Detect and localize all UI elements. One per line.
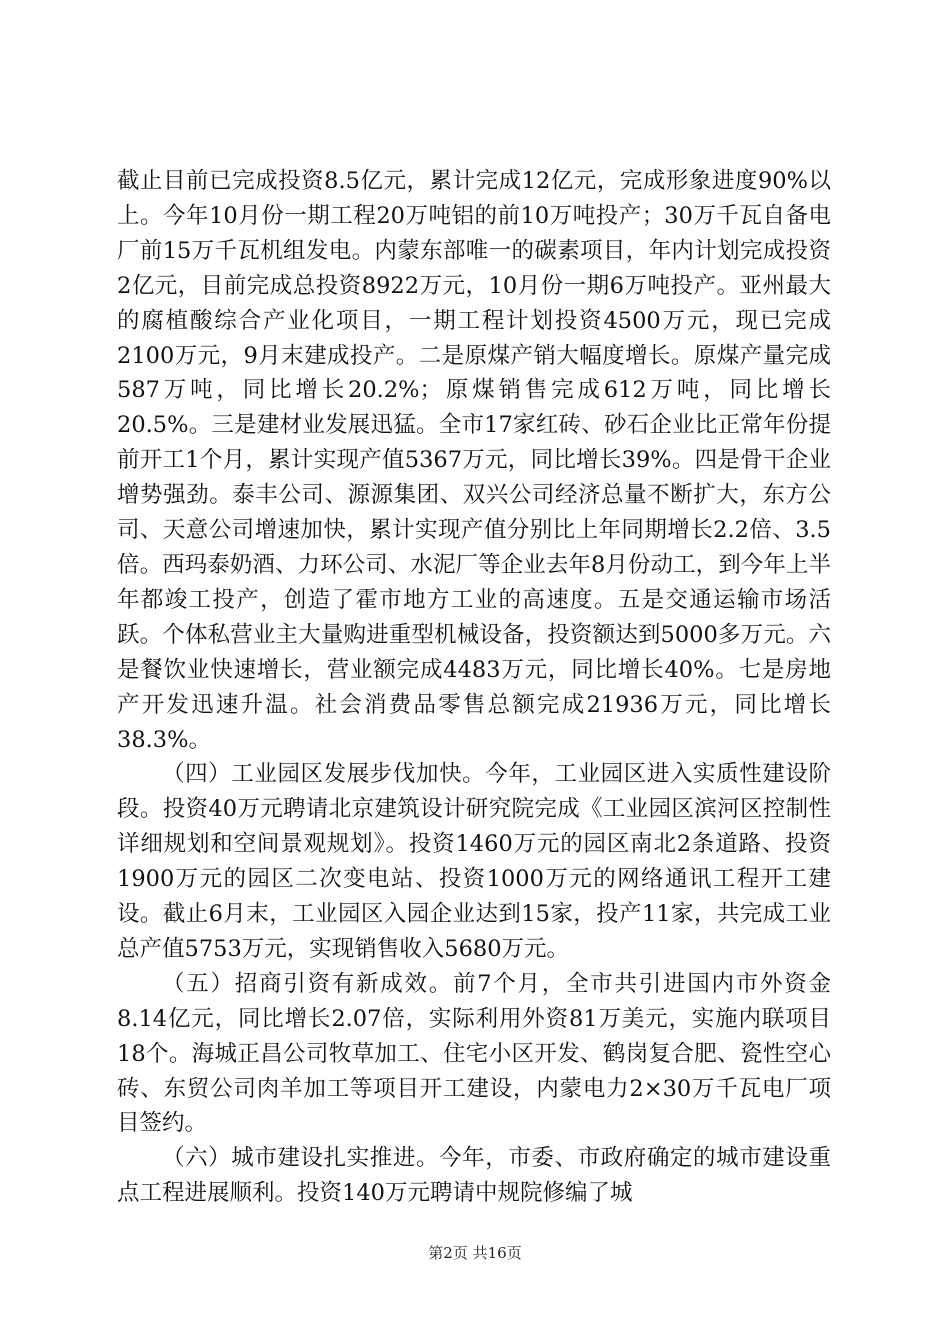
document-body xyxy=(117,164,831,1211)
paragraph-investment-attraction: （五）招商引资有新成效。前7个月，全市共引进国内市外资金8.14亿元，同比增长2.07倍，实际利用外资81万美元，实施内联项目18个。海城正昌公司牧草加工、住宅小区开发、鹤岗复合肥、瓷性空心砖、东贸公司肉羊加工等项目开工建设，内蒙电力2×30万千瓦电厂项目签约。 xyxy=(117,970,831,1137)
paragraph-industrial-park: （四）工业园区发展步伐加快。今年，工业园区进入实质性建设阶段。投资40万元聘请北京建筑设计研究院完成《工业园区滨河区控制性详细规划和空间景观规划》。投资1460万元的园区南北2条道路、投资1900万元的园区二次变电站、投资1000万元的网络通讯工程开工建设。截止6月末，工业园区入园企业达到15家，投产11家，共完成工业总产值5753万元，实现销售收入5680万元。 xyxy=(117,761,831,962)
paragraph-urban-construction: （六）城市建设扎实推进。今年，市委、市政府确定的城市建设重点工程进展顺利。投资140万元聘请中规院修编了城 xyxy=(117,1145,831,1207)
paragraph-industry-progress: 截止目前已完成投资8.5亿元，累计完成12亿元，完成形象进度90%以上。今年10月份一期工程20万吨铝的前10万吨投产；30万千瓦自备电厂前15万千瓦机组发电。内蒙东部唯一的碳素项目，年内计划完成投资2亿元，目前完成总投资8922万元，10月份一期6万吨投产。亚州最大的腐植酸综合产业化项目，一期工程计划投资4500万元，现已完成2100万元，9月末建成投产。二是原煤产销大幅度增长。原煤产量完成587万吨，同比增长20.2%；原煤销售完成612万吨，同比增长20.5%。三是建材业发展迅猛。全市17家红砖、砂石企业比正常年份提前开工1个月，累计实现产值5367万元，同比增长39%。四是骨干企业增势强劲。泰丰公司、源源集团、双兴公司经济总量不断扩大，东方公司、天意公司增速加快，累计实现产值分别比上年同期增长2.2倍、3.5倍。西玛泰奶酒、力环公司、水泥厂等企业去年8月份动工，到今年上半年都竣工投产，创造了霍市地方工业的高速度。五是交通运输市场活跃。个体私营业主大量购进重型机械设备，投资额达到5000多万元。六是餐饮业快速增长，营业额完成4483万元，同比增长40%。七是房地产开发迅速升温。社会消费品零售总额完成21936万元，同比增长38.3%。 xyxy=(117,168,831,753)
page-number-footer: 第2页 共16页 xyxy=(428,1244,522,1262)
